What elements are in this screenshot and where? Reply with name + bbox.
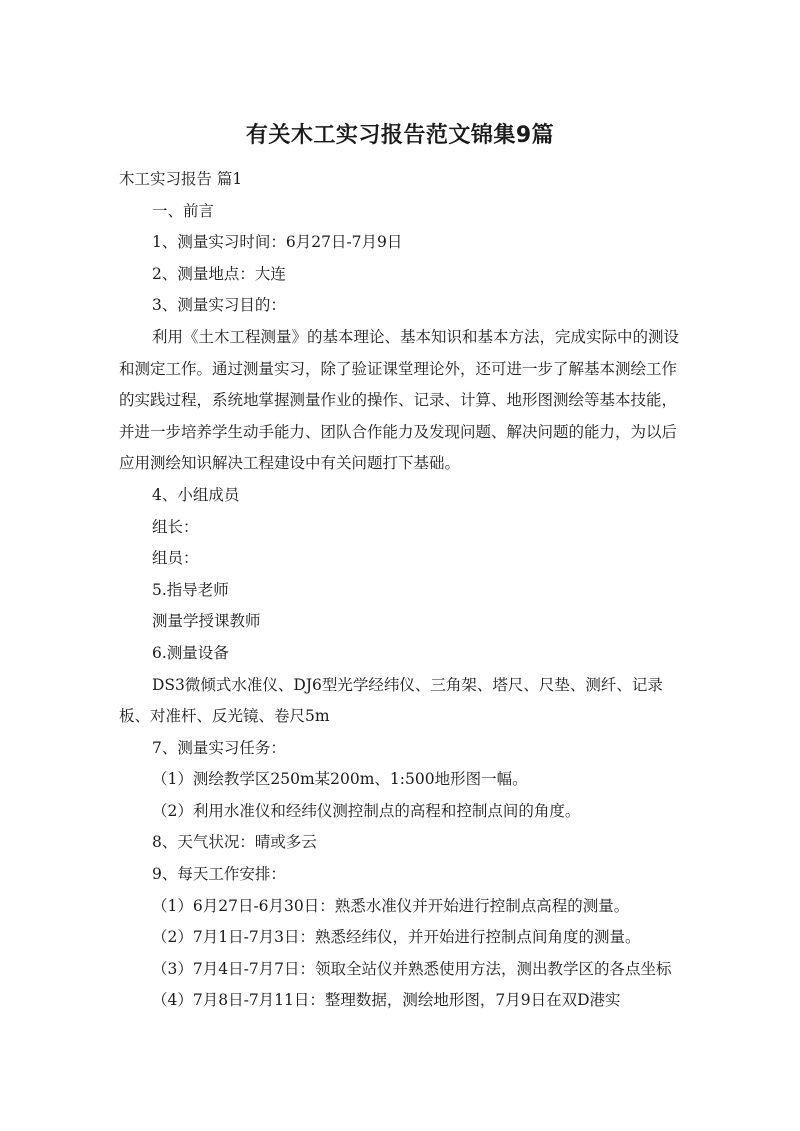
- paragraph-schedule-4: （4）7月8日-7月11日：整理数据，测绘地形图，7月9日在双D港实: [152, 991, 621, 1010]
- paragraph-advisor-heading: 5.指导老师: [152, 580, 229, 599]
- paragraph-weather: 8、天气状况：晴或多云: [152, 833, 317, 852]
- paragraph-purpose-heading: 3、测量实习目的：: [152, 296, 286, 315]
- paragraph-advisor: 测量学授课教师: [152, 612, 261, 631]
- paragraph-leader: 组长：: [152, 517, 199, 536]
- paragraph-schedule-heading: 9、每天工作安排：: [152, 865, 286, 884]
- paragraph-location: 2、测量地点：大连: [152, 264, 286, 283]
- document-body: [119, 164, 685, 1017]
- document-title: 有关木工实习报告范文锦集9篇: [245, 123, 555, 148]
- paragraph-schedule-2: （2）7月1日-7月3日：熟悉经纬仪，并开始进行控制点间角度的测量。: [152, 928, 641, 947]
- section-heading: 木工实习报告 篇1: [119, 170, 243, 188]
- paragraph-task-1: （1）测绘教学区250m某200m、1:500地形图一幅。: [152, 770, 528, 789]
- paragraph-equipment-heading: 6.测量设备: [152, 643, 229, 662]
- paragraph-schedule-3: （3）7月4日-7月7日：领取全站仪并熟悉使用方法，测出教学区的各点坐标: [152, 959, 672, 978]
- paragraph-members-heading: 4、小组成员: [152, 485, 240, 504]
- paragraph-task-2: （2）利用水准仪和经纬仪测控制点的高程和控制点间的角度。: [152, 801, 581, 820]
- paragraph-purpose: 利用《土木工程测量》的基本理论、基本知识和基本方法，完成实际中的测设和测定工作。通过测量实习，除了验证课堂理论外，还可进一步了解基本测绘工作的实践过程，系统地掌握测量作业的操作、记录、计算、地形图测绘等基本技能，并进一步培养学生动手能力、团队合作能力及发现问题、解决问题的能力，为以后应用测绘知识解决工程建设中有关问题打下基础。: [119, 327, 680, 473]
- paragraph-tasks-heading: 7、测量实习任务：: [152, 738, 286, 757]
- paragraph-equipment: DS3微倾式水准仪、DJ6型光学经纬仪、三角架、塔尺、尺垫、测纤、记录板、对准杆、反光镜、卷尺5m: [119, 675, 663, 726]
- paragraph-schedule-1: （1）6月27日-6月30日：熟悉水准仪并开始进行控制点高程的测量。: [152, 896, 630, 915]
- paragraph-time: 1、测量实习时间：6月27日-7月9日: [152, 233, 403, 252]
- paragraph-preface: 一、前言: [152, 201, 215, 220]
- paragraph-members: 组员：: [152, 549, 199, 568]
